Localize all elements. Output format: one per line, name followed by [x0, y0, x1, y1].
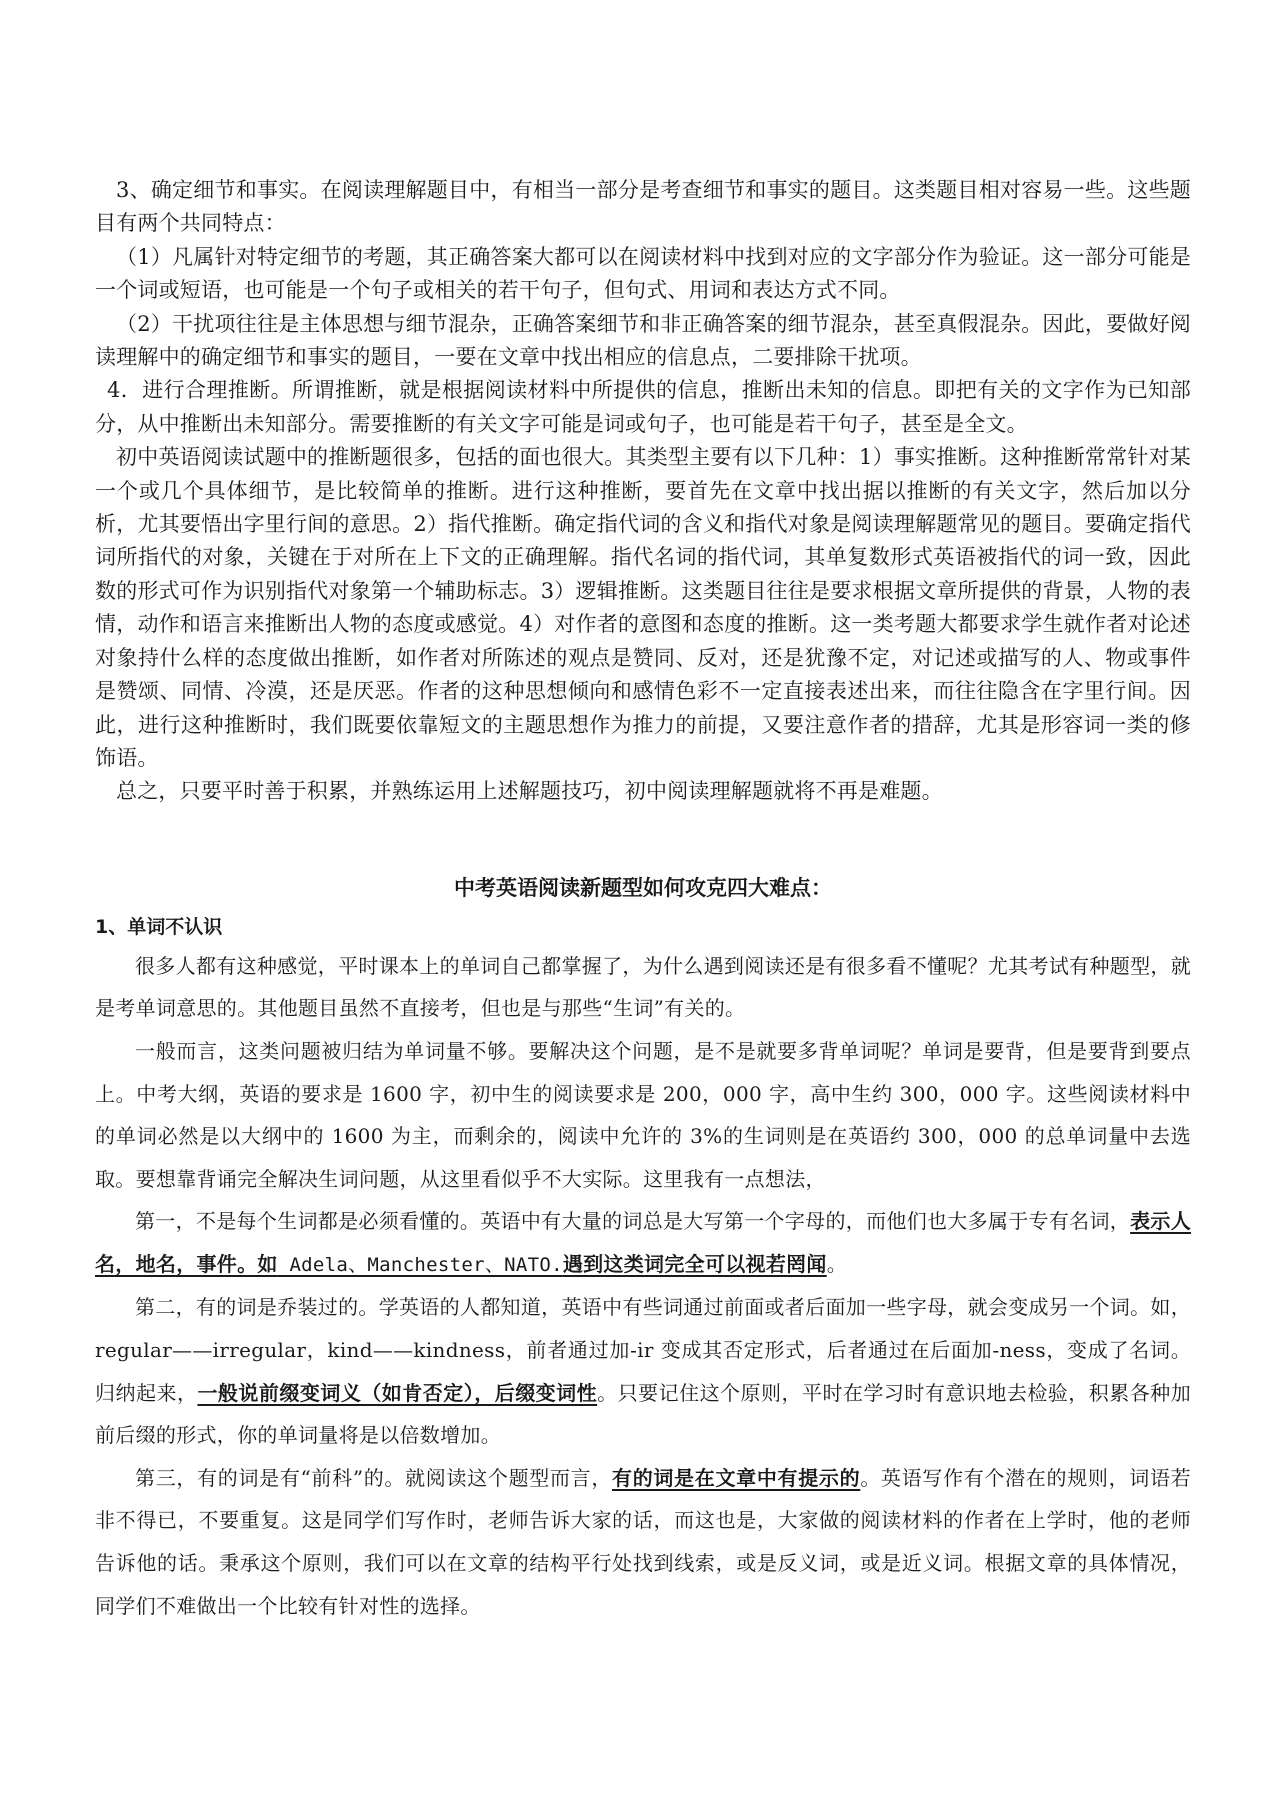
paragraph-third-point [95, 1457, 1191, 1627]
third-point-end: 。英语写作有个潜在的规则，词语若非不得已，不要重复。这是同学们写作时，老师告诉大家的话，而这也是，大家做的阅读材料的作者在上学时，他的老师告诉他的话。秉承这个原则，我们可以在文章的结构平行处找到线索，或是反义词，或是近义词。根据文章的具体情况，同学们不难做出一个比较有针对性的选择。 [95, 1465, 1191, 1618]
section-gap [95, 809, 1191, 871]
paragraph-point-1: （1）凡属针对特定细节的考题，其正确答案大都可以在阅读材料中找到对应的文字部分作为验证。这一部分可能是一个词或短语，也可能是一个句子或相关的若干句子，但句式、用词和表达方式不同。 [95, 244, 1191, 303]
paragraph-conclusion: 总之，只要平时善于积累，并熟练运用上述解题技巧，初中阅读理解题就将不再是难题。 [116, 779, 943, 804]
subheading-unknown-words: 1、单词不认识 [95, 915, 223, 938]
second-point-end: 。只要记住这个原则，平时在学习时有意识地去检验，积累各种加前后缀的形式，你的单词量将是以倍数增加。 [95, 1380, 1192, 1448]
emphasis-context-hints: 有的词是在文章中有提示的 [612, 1465, 861, 1490]
paragraph-intro: 很多人都有这种感觉，平时课本上的单词自己都掌握了，为什么遇到阅读还是有很多看不懂呢？尤其考试有种题型，就是考单词意思的。其他题目虽然不直接考，但也是与那些“生词”有关的。 [95, 953, 1191, 1021]
reading-tips-section [95, 174, 1191, 809]
second-point-text: 第二，有的词是乔装过的。学英语的人都知道，英语中有些词通过前面或者后面加一些字母，就会变成另一个词。如，regular——irregular，kind——kindness，前者通过加-ir 变成其否定形式，后者通过在后面加-ness，变成了名词。归纳起来， [95, 1295, 1191, 1405]
emphasis-prefix-suffix-rule: 一般说前缀变词义（如肯否定），后缀变词性 [197, 1380, 598, 1405]
paragraph-inference-types: 初中英语阅读试题中的推断题很多，包括的面也很大。其类型主要有以下几种：1）事实推断。这种推断常常针对某一个或几个具体细节，是比较简单的推断。进行这种推断，要首先在文章中找出据以推断的有关文字，然后加以分析，尤其要悟出字里行间的意思。2）指代推断。确定指代词的含义和指代对象是阅读理解题常见的题目。要确定指代词所指代的对象，关键在于对所在上下文的正确理解。指代名词的指代词，其单复数形式英语被指代的词一致，因此数的形式可作为识别指代对象第一个辅助标志。3）逻辑推断。这类题目往往是要求根据文章所提供的背景，人物的表情，动作和语言来推断出人物的态度或感觉。4）对作者的意图和态度的推断。这一类考题大都要求学生就作者对论述对象持什么样的态度做出推断，如作者对所陈述的观点是赞同、反对，还是犹豫不定，对记述或描写的人、物或事件是赞颂、同情、冷漠，还是厌恶。作者的这种思想倾向和感情色彩不一定直接表述出来，而往往隐含在字里行间。因此，进行这种推断时，我们既要依靠短文的主题思想作为推力的前提，又要注意作者的措辞，尤其是形容词一类的修饰语。 [95, 445, 1191, 770]
paragraph-point-2: （2）干扰项往往是主体思想与细节混杂，正确答案细节和非正确答案的细节混杂，甚至真假混杂。因此，要做好阅读理解中的确定细节和事实的题目，一要在文章中找出相应的信息点，二要排除干扰项。 [95, 311, 1191, 370]
document-page [95, 174, 1191, 1627]
four-difficulties-section [95, 871, 1191, 1628]
paragraph-first-point [95, 1200, 1191, 1286]
paragraph-details-and-facts: 3、确定细节和事实。在阅读理解题目中，有相当一部分是考查细节和事实的题目。这类题目相对容易一些。这些题目有两个共同特点： [95, 178, 1191, 236]
paragraph-vocabulary-size: 一般而言，这类问题被归结为单词量不够。要解决这个问题，是不是就要多背单词呢？单词是要背，但是要背到要点上。中考大纲，英语的要求是 1600 字，初中生的阅读要求是 200，000 字，高中生约 300，000 字。这些阅读材料中的单词必然是以大纲中的 1600 为主，而剩余的，阅读中允许的 3%的生词则是在英语约 300，000 的总单词量中去选取。要想靠背诵完全解决生词问题，从这里看似乎不大实际。这里我有一点想法， [95, 1038, 1191, 1191]
paragraph-second-point [95, 1286, 1191, 1456]
emphasis-text: 遇到这类词完全可以视若罔闻 [562, 1251, 827, 1276]
emphasis-examples: Adela、Manchester、NATO. [277, 1253, 563, 1276]
emphasis-text: 表示人名，地名，事件。如 [95, 1209, 1191, 1276]
first-point-text: 第一，不是每个生词都是必须看懂的。英语中有大量的词总是大写第一个字母的，而他们也大多属于专有名词， [135, 1209, 1131, 1234]
first-point-end: 。 [826, 1251, 848, 1276]
paragraph-reasonable-inference: 4．进行合理推断。所谓推断，就是根据阅读材料中所提供的信息，推断出未知的信息。即把有关的文字作为已知部分，从中推断出未知部分。需要推断的有关文字可能是词或句子，也可能是若干句子，甚至是全文。 [95, 378, 1191, 436]
section-title: 中考英语阅读新题型如何攻克四大难点： [454, 875, 832, 900]
third-point-text: 第三，有的词是有“前科”的。就阅读这个题型而言， [135, 1465, 613, 1490]
